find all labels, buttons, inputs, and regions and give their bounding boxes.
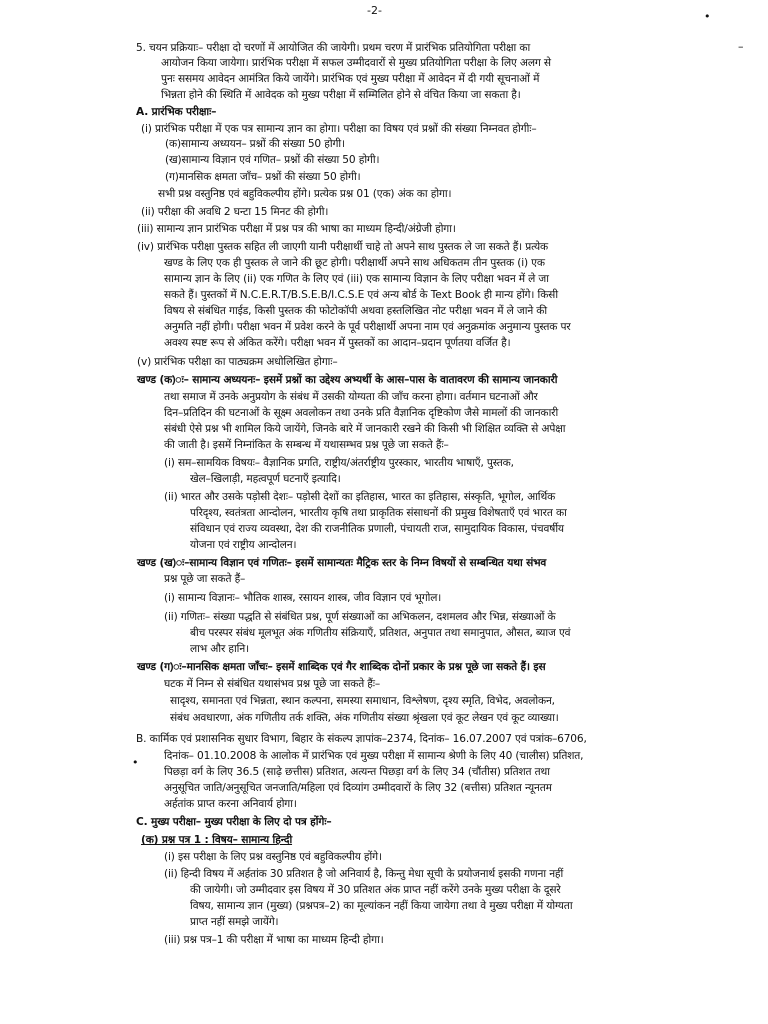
section-heading: A. प्रारंभिक परीक्षाः– [136, 106, 217, 118]
text-line: घटक में निम्न से संबंधित यथासंभव प्रश्न पूछे जा सकते हैंः– [164, 678, 381, 690]
text-line: (क)सामान्य अध्ययन– प्रश्नों की संख्या 50 होगी। [165, 138, 345, 150]
text-line: योजना एवं राष्ट्रीय आन्दोलन। [190, 539, 297, 551]
text-line: अनुसूचित जाति/अनुसूचित जनजाति/महिला एवं दिव्यांग उम्मीदवारों के लिए 32 (बत्तीस) प्रतिशत न्यूनतम [164, 782, 552, 794]
text-line: (ii) परीक्षा की अवधि 2 घन्टा 15 मिनट की होगी। [141, 206, 329, 218]
text-line: दिन–प्रतिदिन की घटनाओं के सूक्ष्म अवलोकन तथा उनके प्रति वैज्ञानिक दृष्टिकोण जैसे मामलों की जानकारी [164, 407, 559, 419]
section-heading: खण्ड (क)ः– सामान्य अध्ययनः– इसमें प्रश्नों का उद्देश्य अभ्यर्थी के आस–पास के वातावरण की सामान्य जानकारी [137, 374, 558, 386]
text-line: (iii) प्रश्न पत्र–1 की परीक्षा में भाषा का माध्यम हिन्दी होगा। [164, 934, 384, 946]
text-line: परिदृश्य, स्वतंत्रता आन्दोलन, भारतीय कृषि तथा प्राकृतिक संसाधनों की प्रमुख विशेषताएँ एवं भारत का [190, 507, 567, 519]
text-line: की जायेगी। जो उम्मीदवार इस विषय में 30 प्रतिशत अंक प्राप्त नहीं करेंगे उनके मुख्य परीक्षा के दूसरे [190, 884, 561, 896]
text-line: संबंधी ऐसे प्रश्न भी शामिल किये जायेंगे, जिनके बारे में जानकारी रखने की किसी भी शिक्षित व्यक्ति से अपेक्षा [164, 423, 566, 435]
text-line: B. कार्मिक एवं प्रशासनिक सुधार विभाग, बिहार के संकल्प ज्ञापांक–2374, दिनांक– 16.07.2007 एवं पत्रांक–6706, [136, 733, 587, 745]
text-line: अनुमति नहीं होगी। परीक्षा भवन में प्रवेश करने के पूर्व परीक्षार्थी अपना नाम एवं अनुक्रमांक अनुमान्य पुस्तक पर [164, 321, 571, 333]
text-line: अर्हतांक प्राप्त करना अनिवार्य होगा। [164, 798, 297, 810]
text-line: सकते हैं। पुस्तकों में N.C.E.R.T/B.S.E.B/I.C.S.E एवं अन्य बोर्ड के Text Book ही मान्य होंगे। किसी [164, 289, 558, 301]
text-line: (i) सामान्य विज्ञानः– भौतिक शास्त्र, रसायन शास्त्र, जीव विज्ञान एवं भूगोल। [164, 592, 442, 604]
text-line: प्रश्न पूछे जा सकते हैं– [164, 573, 246, 585]
text-line: संविधान एवं राज्य व्यवस्था, देश की राजनीतिक प्रणाली, पंचायती राज, सामुदायिक विकास, पंचवर्षीय [190, 523, 564, 535]
text-line: भिन्नता होने की स्थिति में आवेदक को मुख्य परीक्षा में सम्मिलित होने से वंचित किया जा सकता है। [161, 89, 521, 101]
text-line: (ग)मानसिक क्षमता जाँच– प्रश्नों की संख्या 50 होगी। [165, 171, 361, 183]
text-line: विषय से संबंधित गाईड, किसी पुस्तक की फोटोकॉपी अथवा हस्तलिखित नोट परीक्षा भवन में ले जाने की [164, 305, 548, 317]
text-line: दिनांक– 01.10.2008 के आलोक में प्रारंभिक एवं मुख्य परीक्षा में सामान्य श्रेणी के लिए 40 (चालीस) प्रतिशत, [164, 750, 584, 762]
text-line: (iv) प्रारंभिक परीक्षा पुस्तक सहित ली जाएगी यानी परीक्षार्थी चाहे तो अपने साथ पुस्तक ले जा सकते हैं। प्रत्येक [137, 241, 549, 253]
text-line: खण्ड के लिए एक ही पुस्तक ले जाने की छूट होगी। परीक्षार्थी अपने साथ अधिकतम तीन पुस्तक (i) एक [164, 257, 545, 269]
text-line: विषय, सामान्य ज्ञान (मुख्य) (प्रश्नपत्र–2) का मूल्यांकन नहीं किया जायेगा तथा वे मुख्य परीक्षा में योग्यता [190, 900, 573, 912]
text-line: पुनः ससमय आवेदन आमंत्रित किये जायेंगे। प्रारंभिक एवं मुख्य परीक्षा में आवेदन में दी गयी सूचनाओं में [161, 73, 540, 85]
margin-dash-mark: – [738, 40, 744, 53]
text-line: (ii) हिन्दी विषय में अर्हतांक 30 प्रतिशत है जो अनिवार्य है, किन्तु मेधा सूची के प्रयोजनार्थ इसकी गणना नहीं [164, 868, 564, 880]
text-line: (ख)सामान्य विज्ञान एवं गणित– प्रश्नों की संख्या 50 होगी। [165, 154, 380, 166]
text-line: (ii) भारत और उसके पड़ोसी देशः– पड़ोसी देशों का इतिहास, भारत का इतिहास, संस्कृति, भूगोल, आर्थिक [164, 491, 556, 503]
text-line: (i) इस परीक्षा के लिए प्रश्न वस्तुनिष्ठ एवं बहुविकल्पीय होंगे। [164, 851, 382, 863]
text-line: प्राप्त नहीं समझे जायेंगे। [190, 916, 279, 928]
margin-dot-mark: • [704, 10, 711, 23]
text-line: सामान्य ज्ञान के लिए (ii) एक गणित के लिए एवं (iii) एक सामान्य विज्ञान के लिए परीक्षा भवन में ले जा [164, 273, 549, 285]
text-line: अवश्य स्पष्ट रूप से अंकित करेंगे। परीक्षा भवन में पुस्तकों का आदान–प्रदान पूर्णतया वर्जित है। [164, 337, 511, 349]
text-line: बीच परस्पर संबंध मूलभूत अंक गणितीय संक्रियाएँ, प्रतिशत, अनुपात तथा समानुपात, औसत, ब्याज एवं [190, 627, 571, 639]
section-heading: खण्ड (ख)ः–सामान्य विज्ञान एवं गणितः– इसमें सामान्यतः मैट्रिक स्तर के निम्न विषयों से सम्बन्धित यथा संभव [137, 557, 547, 569]
text-line: सादृश्य, समानता एवं भिन्नता, स्थान कल्पना, समस्या समाधान, विश्लेषण, दृश्य स्मृति, विभेद, अवलोकन, [170, 695, 555, 707]
text-line: खेल–खिलाड़ी, महत्वपूर्ण घटनाएँ इत्यादि। [190, 473, 341, 485]
text-line: 5. चयन प्रक्रियाः– परीक्षा दो चरणों में आयोजित की जायेगी। प्रथम चरण में प्रारंभिक प्रतियोगिता परीक्षा का [136, 42, 531, 54]
margin-dot-mark: • [132, 756, 139, 769]
text-line: तथा समाज में उनके अनुप्रयोग के संबंध में उसकी योग्यता की जाँच करना होगा। वर्तमान घटनाओं और [164, 391, 538, 403]
text-line: संबंध अवधारणा, अंक गणितीय तर्क शक्ति, अंक गणितीय संख्या श्रृंखला एवं कूट लेखन एवं कूट व्याख्या। [170, 712, 559, 724]
page-number: -2- [367, 4, 382, 17]
text-line: (iii) सामान्य ज्ञान प्रारंभिक परीक्षा में प्रश्न पत्र की भाषा का माध्यम हिन्दी/अंग्रेजी होगा। [137, 223, 456, 235]
text-line: की जाती है। इसमें निम्नांकित के सम्बन्ध में यथासम्भव प्रश्न पूछे जा सकते हैंः– [164, 439, 449, 451]
section-heading: खण्ड (ग)ः–मानसिक क्षमता जाँचः– इसमें शाब्दिक एवं गैर शाब्दिक दोनों प्रकार के प्रश्न पूछे जा सकते हैं। इस [137, 661, 546, 673]
paper-heading: (क) प्रश्न पत्र 1 : विषय– सामान्य हिन्दी [141, 834, 293, 846]
text-line: (i) प्रारंभिक परीक्षा में एक पत्र सामान्य ज्ञान का होगा। परीक्षा का विषय एवं प्रश्नों की संख्या निम्नवत होगीः– [141, 123, 537, 135]
section-heading: C. मुख्य परीक्षा– मुख्य परीक्षा के लिए दो पत्र होंगेः– [136, 816, 332, 828]
text-line: आयोजन किया जायेगा। प्रारंभिक परीक्षा में सफल उम्मीदवारों से मुख्य प्रतियोगिता परीक्षा के लिए अलग से [161, 57, 551, 69]
text-line: सभी प्रश्न वस्तुनिष्ठ एवं बहुविकल्पीय होंगे। प्रत्येक प्रश्न 01 (एक) अंक का होगा। [158, 188, 452, 200]
text-line: (v) प्रारंभिक परीक्षा का पाठ्यक्रम अधोलिखित होगाः– [137, 356, 338, 368]
text-line: लाभ और हानि। [190, 643, 249, 655]
text-line: (i) सम–सामयिक विषयः– वैज्ञानिक प्रगति, राष्ट्रीय/अंतर्राष्ट्रीय पुरस्कार, भारतीय भाषाएँ, पुस्तक, [164, 457, 514, 469]
text-line: पिछड़ा वर्ग के लिए 36.5 (साढ़े छत्तीस) प्रतिशत, अत्यन्त पिछड़ा वर्ग के लिए 34 (चौंतीस) प्रतिशत तथा [164, 766, 550, 778]
text-line: (ii) गणितः– संख्या पद्धति से संबंधित प्रश्न, पूर्ण संख्याओं का अभिकलन, दशमलव और भिन्न, संख्याओं के [164, 611, 556, 623]
